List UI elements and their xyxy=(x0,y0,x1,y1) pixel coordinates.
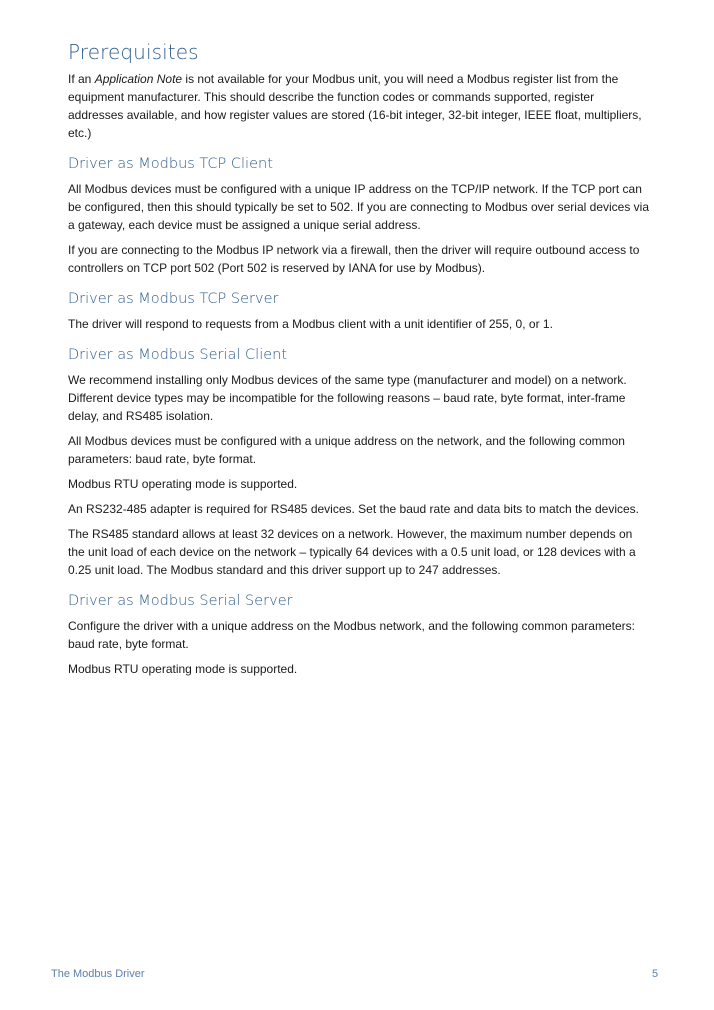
paragraph: All Modbus devices must be configured with a unique IP address on the TCP/IP network. If the TCP port can be configured, then this should typically be set to 502. If you are connecting to Modbus over serial devices via a gateway, each device must be assigned a unique serial address. xyxy=(68,182,650,232)
paragraph: An RS232-485 adapter is required for RS485 devices. Set the baud rate and data bits to match the devices. xyxy=(68,502,640,516)
footer-doc-title: The Modbus Driver xyxy=(51,968,145,980)
paragraph: Modbus RTU operating mode is supported. xyxy=(68,477,298,491)
section-tcp-client xyxy=(68,156,652,277)
prerequisites-paragraph: If an Application Note is not available for your Modbus unit, you will need a Modbus register list from the equipment manufacturer. This should describe the function codes or commands supported, register addresses available, and how register values are stored (16-bit integer, 32-bit integer, IEEE float, multipliers, etc.) xyxy=(68,72,642,140)
paragraph: The RS485 standard allows at least 32 devices on a network. However, the maximum number depends on the unit load of each device on the network – typically 64 devices with a 0.5 unit load, or 128 devices with a 0.25 unit load. The Modbus standard and this driver support up to 247 addresses. xyxy=(68,527,636,577)
section-serial-server xyxy=(68,593,652,678)
section-tcp-server xyxy=(68,291,652,333)
footer-page-number: 5 xyxy=(652,968,659,980)
heading-tcp-server: Driver as Modbus TCP Server xyxy=(68,291,279,307)
heading-serial-client: Driver as Modbus Serial Client xyxy=(68,347,288,363)
page-content xyxy=(68,40,652,685)
paragraph: If you are connecting to the Modbus IP network via a firewall, then the driver will require outbound access to controllers on TCP port 502 (Port 502 is reserved by IANA for use by Modbus). xyxy=(68,243,640,275)
heading-serial-server: Driver as Modbus Serial Server xyxy=(68,593,293,609)
section-serial-client xyxy=(68,347,652,579)
heading-tcp-client: Driver as Modbus TCP Client xyxy=(68,156,273,172)
paragraph: Configure the driver with a unique address on the Modbus network, and the following common parameters: baud rate, byte format. xyxy=(68,619,635,651)
paragraph: The driver will respond to requests from a Modbus client with a unit identifier of 255, 0, or 1. xyxy=(68,317,553,331)
paragraph: Modbus RTU operating mode is supported. xyxy=(68,662,298,676)
paragraph: We recommend installing only Modbus devices of the same type (manufacturer and model) on a network. Different device types may be incompatible for the following reasons – baud rate, byte format, inter-frame delay, and RS485 isolation. xyxy=(68,373,627,423)
paragraph: All Modbus devices must be configured with a unique address on the network, and the following common parameters: baud rate, byte format. xyxy=(68,434,625,466)
application-note-emphasis: Application Note xyxy=(94,72,183,86)
page-title: Prerequisites xyxy=(68,40,199,64)
section-prerequisites xyxy=(68,40,652,142)
